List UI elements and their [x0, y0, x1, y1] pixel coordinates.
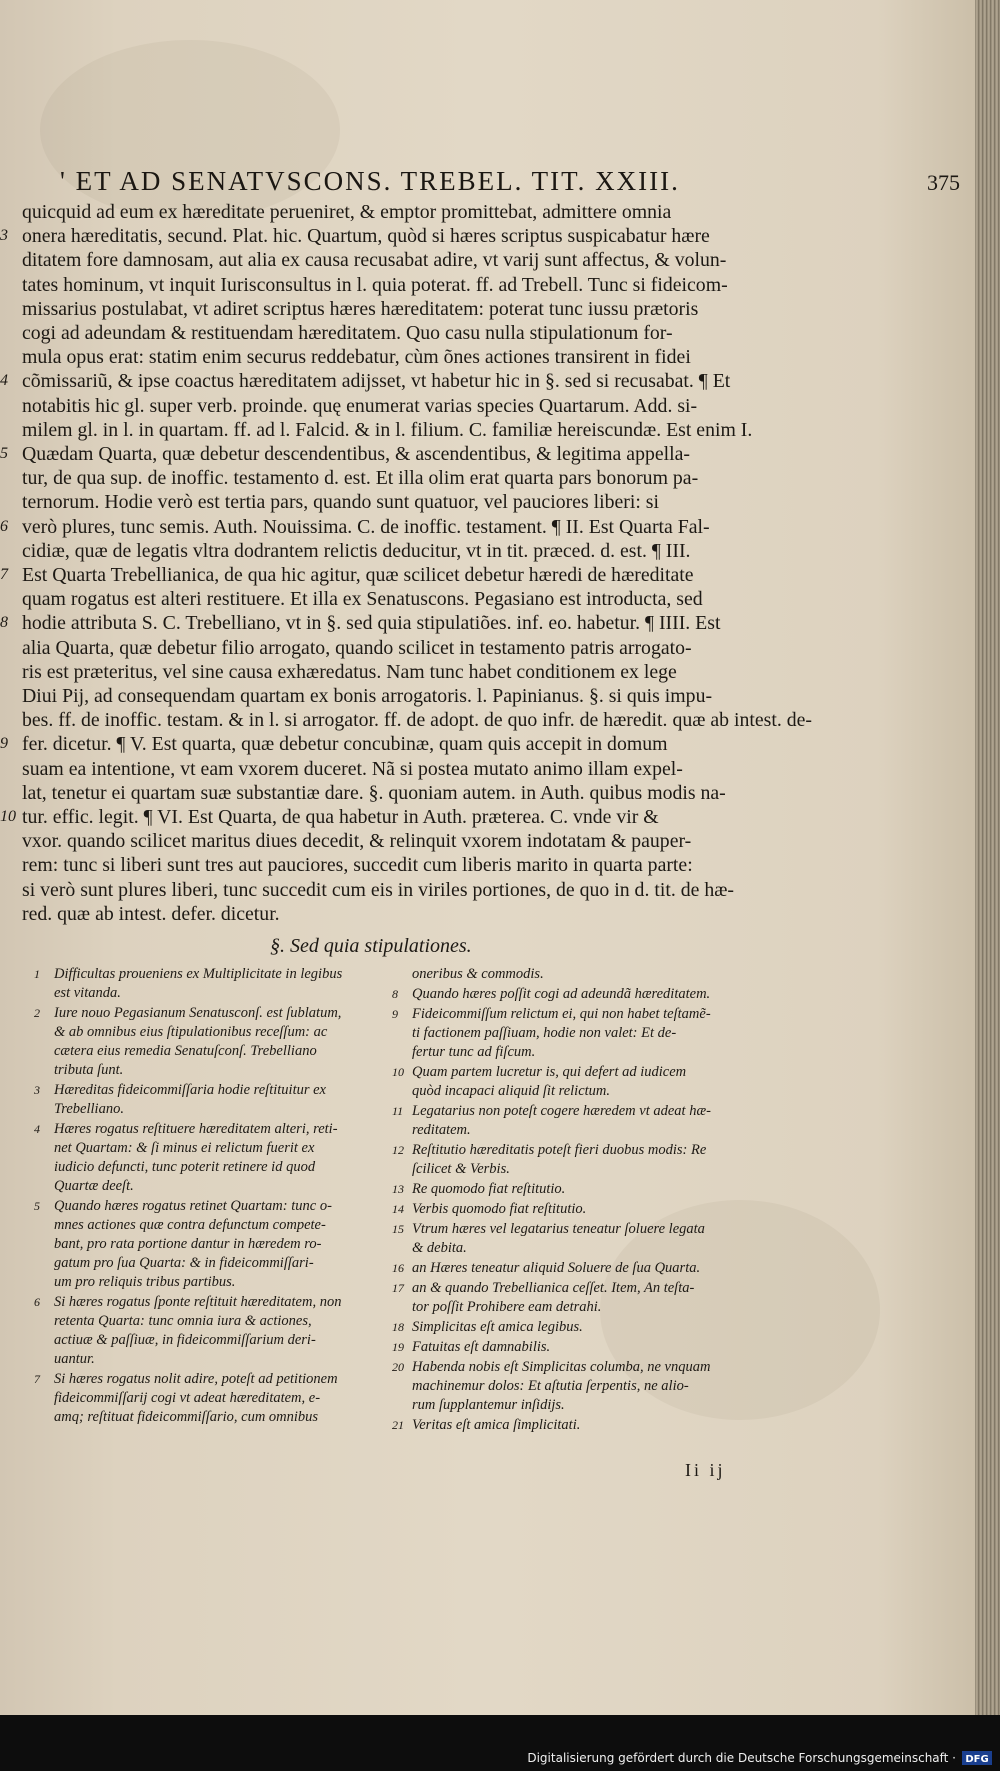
summary-item	[392, 985, 792, 1004]
text-line	[22, 829, 752, 853]
line-text: red. quæ ab intest. defer. dicetur.	[22, 902, 280, 925]
text-line	[22, 248, 752, 272]
summary-number: 18	[392, 1320, 404, 1334]
text-line	[22, 660, 752, 684]
summary-number: 16	[392, 1261, 404, 1275]
summary-line: gatum pro ſua Quarta: & in fideicommiſſari-	[54, 1255, 314, 1271]
summary-number: 17	[392, 1281, 404, 1295]
text-line	[22, 200, 752, 224]
line-text: ditatem fore damnosam, aut alia ex causa recusabat adire, vt varij sunt affectus, & volun-	[22, 249, 727, 272]
summary-line: Habenda nobis eſt Simplicitas columba, ne vnquam	[412, 1359, 711, 1375]
summary-item	[392, 965, 792, 984]
line-text: cogi ad adeundam & restituendam hæreditatem. Quo casu nulla stipulationum for-	[22, 322, 673, 345]
line-text: onera hæreditatis, secund. Plat. hic. Quartum, quòd si hæres scriptus suspicabatur hære	[22, 225, 710, 248]
summary-line: Hæres rogatus reſtituere hæreditatem alteri, reti-	[54, 1121, 338, 1137]
summary-item	[392, 1063, 792, 1101]
text-line	[22, 636, 752, 660]
text-line	[22, 684, 752, 708]
summary-line: an Hæres teneatur aliquid Soluere de ſua Quarta.	[412, 1260, 701, 1276]
summary-line: & debita.	[412, 1240, 467, 1256]
summary-line: net Quartam: & ſi minus ei relictum fuerit ex	[54, 1140, 315, 1156]
summary-number: 13	[392, 1182, 404, 1196]
summary-item	[34, 1197, 434, 1292]
line-text: tur. effic. legit. ¶ VI. Est Quarta, de qua habetur in Auth. præterea. C. vnde vir &	[22, 806, 659, 829]
text-line	[22, 466, 752, 490]
summary-line: amq; reſtituat fideicommiſſario, cum omnibus	[54, 1409, 319, 1425]
summary-number: 21	[392, 1418, 404, 1432]
line-text: notabitis hic gl. super verb. proinde. quę enumerat varias species Quartarum. Add. si-	[22, 394, 698, 417]
summary-number: 1	[34, 967, 40, 981]
commentary-text	[0, 200, 812, 926]
summary-column-right	[392, 965, 792, 1436]
dfg-logo-icon	[962, 1751, 992, 1765]
line-text: tates hominum, vt inquit Iurisconsultus in l. quia poterat. ff. ad Trebell. Tunc si fideicom-	[22, 273, 728, 296]
line-text: tur, de qua sup. de inoffic. testamento d. est. Et illa olim erat quarta pars bonorum pa-	[22, 467, 699, 490]
text-line	[22, 297, 752, 321]
summary-number: 11	[392, 1104, 404, 1118]
summary-number: 9	[392, 1007, 398, 1021]
margin-number: 7	[0, 566, 8, 584]
text-line	[22, 273, 752, 297]
summary-number: 2	[34, 1006, 40, 1020]
summary-number: 20	[392, 1360, 404, 1374]
line-text: milem gl. in l. in quartam. ff. ad l. Falcid. & in l. filium. C. familiæ hereiscundæ. Est enim I.	[22, 418, 753, 441]
summary-item	[392, 1005, 792, 1062]
summary-line: & ab omnibus eius ſtipulationibus receſſum: ac	[54, 1024, 328, 1040]
line-text: Quædam Quarta, quæ debetur descendentibus, & ascendentibus, & legitima appella-	[22, 443, 690, 466]
text-line	[0, 442, 752, 466]
summary-line: retenta Quarta: tunc omnia iura & actiones,	[54, 1313, 312, 1329]
margin-number: 8	[0, 614, 8, 632]
summary-line: rum ſupplantemur inſidijs.	[412, 1397, 565, 1413]
summary-number: 6	[34, 1295, 40, 1309]
page-edge	[975, 0, 1000, 1715]
summary-item	[392, 1220, 792, 1258]
summary-line: Quando hæres rogatus retinet Quartam: tunc o-	[54, 1198, 332, 1214]
summary-line: Si hæres rogatus nolit adire, poteſt ad petitionem	[54, 1371, 338, 1387]
summary-item	[392, 1279, 792, 1317]
summary-column-left	[34, 965, 434, 1428]
line-text: alia Quarta, quæ debetur filio arrogato, quando scilicet in testamento patris arrogato-	[22, 636, 692, 659]
line-text: suam ea intentione, vt eam vxorem duceret. Nã si postea mutato animo illam expel-	[22, 757, 683, 780]
summary-line: Fatuitas eſt damnabilis.	[412, 1339, 551, 1355]
summary-item	[392, 1102, 792, 1140]
summary-number: 10	[392, 1065, 404, 1079]
summary-line: fertur tunc ad fiſcum.	[412, 1044, 536, 1060]
text-line	[0, 732, 752, 756]
summary-line: iudicio defuncti, tunc poterit retinere id quod	[54, 1159, 316, 1175]
summary-line: Reſtitutio hæreditatis poteſt fieri duobus modis: Re	[412, 1142, 707, 1158]
line-text: ris est præteritus, vel sine causa exhæredatus. Nam tunc habet conditionem ex lege	[22, 660, 677, 683]
line-text: ternorum. Hodie verò est tertia pars, quando sunt quatuor, vel pauciores liberi: si	[22, 491, 659, 514]
dfg-logo-text: DFG	[965, 1754, 989, 1765]
text-line	[0, 224, 752, 248]
text-line	[22, 781, 752, 805]
signature-mark: Ii ij	[685, 1460, 726, 1480]
summary-line: ti factionem paſſiuam, hodie non valet: Et de-	[412, 1025, 677, 1041]
summary-line: Hæreditas fideicommiſſaria hodie reſtituitur ex	[54, 1082, 326, 1098]
text-line	[0, 515, 752, 539]
summary-line: ſcilicet & Verbis.	[412, 1161, 510, 1177]
summary-line: tor poſſit Prohibere eam detrahi.	[412, 1299, 602, 1315]
summary-line: Difficultas proueniens ex Multiplicitate in legibus	[54, 966, 343, 982]
summary-item	[392, 1338, 792, 1357]
text-line	[22, 345, 752, 369]
summary-line: machinemur dolos: Et aſtutia ſerpentis, ne alio-	[412, 1378, 689, 1394]
line-text: hodie attributa S. C. Trebelliano, vt in §. sed quia stipulatiões. inf. eo. habetur. ¶ IIII. Est	[22, 612, 721, 635]
summary-item	[392, 1318, 792, 1337]
summary-item	[392, 1416, 792, 1435]
line-text: mula opus erat: statim enim securus reddebatur, cùm õnes actiones transirent in fidei	[22, 346, 691, 369]
summary-line: Quartæ deeſt.	[54, 1178, 134, 1194]
summary-item	[34, 1370, 434, 1427]
summary-item	[34, 1293, 434, 1369]
text-line	[22, 490, 752, 514]
line-text: lat, tenetur ei quartam suæ substantiæ dare. §. quoniam autem. in Auth. quibus modis na-	[22, 781, 726, 804]
line-text: vxor. quando scilicet maritus diues decedit, & relinquit vxorem indotatam & pauper-	[22, 830, 692, 853]
summary-line: Legatarius non poteſt cogere hæredem vt adeat hæ-	[412, 1103, 711, 1119]
text-line	[22, 587, 752, 611]
summary-line: Fideicommiſſum relictum ei, qui non habet teſtamẽ-	[412, 1006, 711, 1022]
summary-number: 19	[392, 1340, 404, 1354]
summary-line: oneribus & commodis.	[412, 966, 544, 982]
text-line	[22, 418, 752, 442]
line-text: cidiæ, quæ de legatis vltra dodrantem relictis deducitur, vt in tit. præced. d. est. ¶ III.	[22, 539, 691, 562]
summary-number: 7	[34, 1372, 40, 1386]
summary-line: Si hæres rogatus ſponte reſtituit hæreditatem, non	[54, 1294, 342, 1310]
summary-number: 5	[34, 1199, 40, 1213]
summary-item	[34, 965, 434, 1003]
line-text: bes. ff. de inoffic. testam. & in l. si arrogator. ff. de adopt. de quo infr. de hæredit. quæ ab intest. de-	[22, 709, 812, 732]
summary-line: mnes actiones quæ contra defunctum compete-	[54, 1217, 326, 1233]
summary-line: Quando hæres poſſit cogi ad adeundã hæreditatem.	[412, 986, 711, 1002]
summary-item	[34, 1004, 434, 1080]
summary-line: um pro reliquis tribus partibus.	[54, 1274, 236, 1290]
summary-line: Re quomodo fiat reſtitutio.	[412, 1181, 566, 1197]
summary-line: Veritas eſt amica ſimplicitati.	[412, 1417, 581, 1433]
footer-credit: Digitalisierung gefördert durch die Deutsche Forschungsgemeinschaft ·	[527, 1751, 956, 1765]
section-heading: §. Sed quia stipulationes.	[270, 935, 472, 957]
summary-line: cætera eius remedia Senatuſconſ. Trebelliano	[54, 1043, 317, 1059]
text-line	[0, 611, 752, 635]
summary-item	[392, 1180, 792, 1199]
summary-number: 15	[392, 1222, 404, 1236]
summary-line: quòd incapaci aliquid ſit relictum.	[412, 1083, 611, 1099]
text-line	[22, 853, 752, 877]
summary-line: Trebelliano.	[54, 1101, 124, 1117]
summary-number: 12	[392, 1143, 404, 1157]
line-text: si verò sunt plures liberi, tunc succedit cum eis in viriles portiones, de quo in d. tit. de hæ-	[22, 878, 734, 901]
text-line	[0, 805, 752, 829]
text-line	[22, 321, 752, 345]
summary-line: fideicommiſſarij cogi vt adeat hæreditatem, e-	[54, 1390, 321, 1406]
summary-line: bant, pro rata portione dantur in hæredem ro-	[54, 1236, 322, 1252]
line-text: fer. dicetur. ¶ V. Est quarta, quæ debetur concubinæ, quam quis accepit in domum	[22, 733, 668, 756]
line-text: Diui Pij, ad consequendam quartam ex bonis arrogatoris. l. Papinianus. §. si quis impu-	[22, 685, 713, 708]
line-text: missarius postulabat, vt adiret scriptus hæres hæreditatem: poterat tunc iussu prætoris	[22, 297, 699, 320]
summary-item	[392, 1259, 792, 1278]
summary-line: tributa ſunt.	[54, 1062, 124, 1078]
footer	[527, 1751, 992, 1765]
text-line	[22, 878, 752, 902]
margin-number: 4	[0, 372, 8, 390]
summary-line: Iure nouo Pegasianum Senatusconſ. est ſublatum,	[54, 1005, 342, 1021]
text-line	[22, 394, 752, 418]
margin-number: 5	[0, 445, 8, 463]
summary-line: Vtrum hæres vel legatarius teneatur ſoluere legata	[412, 1221, 705, 1237]
line-text: quam rogatus est alteri restituere. Et illa ex Senatuscons. Pegasiano est introducta, sed	[22, 588, 703, 611]
summary-item	[392, 1141, 792, 1179]
line-text: cõmissariũ, & ipse coactus hæreditatem adijsset, vt habetur hic in §. sed si recusabat. ¶ Et	[22, 370, 731, 393]
summary-number: 4	[34, 1122, 40, 1136]
margin-number: 6	[0, 517, 8, 535]
summary-line: an & quando Trebellianica ceſſet. Item, An teſta-	[412, 1280, 695, 1296]
summary-line: Simplicitas eſt amica legibus.	[412, 1319, 583, 1335]
summary-number: 3	[34, 1083, 40, 1097]
margin-number: 9	[0, 735, 8, 753]
summary-item	[34, 1081, 434, 1119]
text-line	[22, 708, 812, 732]
summary-line: actiuæ & paſſiuæ, in fideicommiſſarium deri-	[54, 1332, 316, 1348]
text-line	[22, 757, 752, 781]
summary-line: Quam partem lucretur is, qui defert ad iudicem	[412, 1064, 687, 1080]
footer-bar	[0, 1715, 1000, 1771]
margin-number: 3	[0, 227, 8, 245]
text-line	[22, 539, 752, 563]
summary-line: est vitanda.	[54, 985, 121, 1001]
summary-item	[392, 1358, 792, 1415]
line-text: Est Quarta Trebellianica, de qua hic agitur, quæ scilicet debetur hæredi de hæreditate	[22, 564, 694, 587]
text-line	[22, 902, 752, 926]
margin-number: 10	[0, 808, 16, 826]
line-text: rem: tunc si liberi sunt tres aut pauciores, succedit cum liberis marito in quarta parte:	[22, 854, 693, 877]
running-title: ' ET AD SENATVSCONS. TREBEL. TIT. XXIII.	[60, 166, 680, 196]
text-line	[0, 369, 752, 393]
summary-line: Verbis quomodo fiat reſtitutio.	[412, 1201, 587, 1217]
text-line	[0, 563, 752, 587]
line-text: quicquid ad eum ex hæreditate perueniret, & emptor promittebat, admittere omnia	[22, 201, 672, 223]
summary-line: reditatem.	[412, 1122, 471, 1138]
summary-line: uantur.	[54, 1351, 95, 1367]
summary-item	[34, 1120, 434, 1196]
summary-number: 14	[392, 1202, 404, 1216]
line-text: verò plures, tunc semis. Auth. Nouissima. C. de inoffic. testament. ¶ II. Est Quarta Fal-	[22, 515, 710, 538]
summary-number: 8	[392, 987, 398, 1001]
summary-item	[392, 1200, 792, 1219]
page-number: 375	[927, 170, 960, 195]
